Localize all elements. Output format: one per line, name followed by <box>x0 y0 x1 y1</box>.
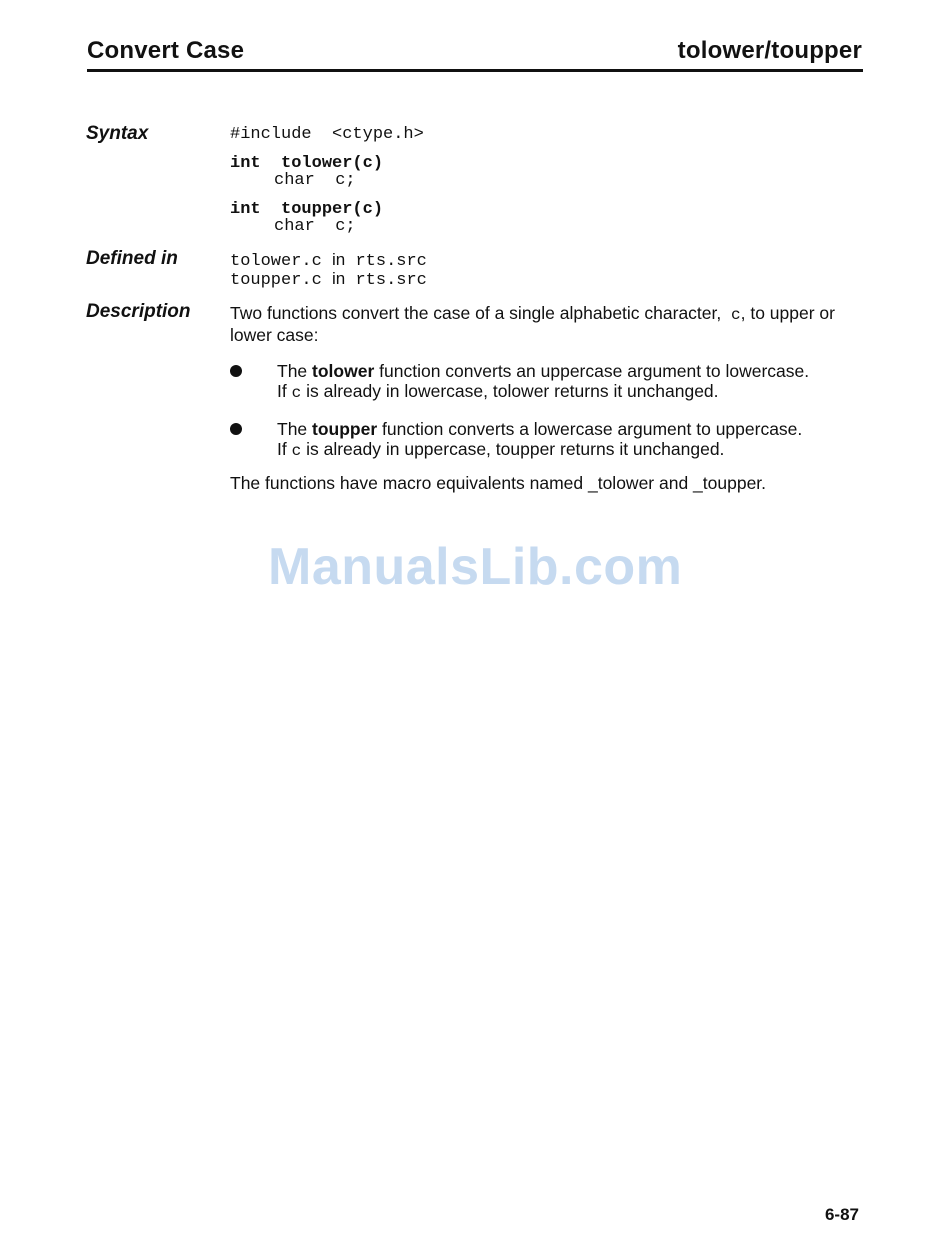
defined-in-line <box>230 251 427 271</box>
function-name: tolower <box>312 361 375 381</box>
description-intro <box>230 303 870 345</box>
description-label: Description <box>86 301 191 322</box>
function-name: toupper <box>312 419 378 439</box>
bullet-text: function converts an uppercase argument to lowercase. <box>379 361 810 381</box>
function-signature: toupper(c) <box>281 200 384 219</box>
page-title: Convert Case <box>87 37 245 64</box>
bullet-text: If <box>277 439 287 459</box>
intro-text: Two functions convert the case of a single alphabetic character, <box>230 303 722 323</box>
function-names-title: tolower/toupper <box>677 37 862 64</box>
bullet-text: function converts a lowercase argument to uppercase. <box>382 419 803 439</box>
page-number: 6-87 <box>824 1205 859 1224</box>
include-line: #include <ctype.h> <box>230 125 424 144</box>
return-type: int <box>230 154 261 173</box>
in-word: in <box>332 269 346 288</box>
defined-in-label: Defined in <box>86 248 178 269</box>
watermark: ManualsLib.com <box>268 538 683 596</box>
return-type: int <box>230 200 261 219</box>
archive-name: rts.src <box>355 271 427 290</box>
intro-text: , to upper or lower case: <box>230 303 835 345</box>
bullet-icon <box>230 423 242 435</box>
toupper-param: char c; <box>274 217 356 236</box>
header-rule <box>87 69 863 72</box>
defined-in-line <box>230 270 427 290</box>
tolower-param: char c; <box>274 171 356 190</box>
bullet-text-lead: The <box>277 419 308 439</box>
variable-c: c <box>731 306 741 324</box>
bullet-text-lead: The <box>277 361 308 381</box>
function-signature: tolower(c) <box>281 154 384 173</box>
macro-equivalents-note: The functions have macro equivalents named _tolower and _toupper. <box>230 473 767 493</box>
variable-c: c <box>291 442 302 460</box>
source-file: toupper.c <box>230 271 322 290</box>
bullet-item <box>277 361 877 403</box>
bullet-text: is already in lowercase, tolower returns it unchanged. <box>306 381 719 401</box>
source-file: tolower.c <box>230 252 322 271</box>
variable-c: c <box>291 384 302 402</box>
archive-name: rts.src <box>355 252 427 271</box>
bullet-text: If <box>277 381 287 401</box>
bullet-item <box>277 419 877 461</box>
syntax-label: Syntax <box>86 123 149 144</box>
bullet-icon <box>230 365 242 377</box>
in-word: in <box>332 250 346 269</box>
bullet-text: is already in uppercase, toupper returns it unchanged. <box>306 439 725 459</box>
